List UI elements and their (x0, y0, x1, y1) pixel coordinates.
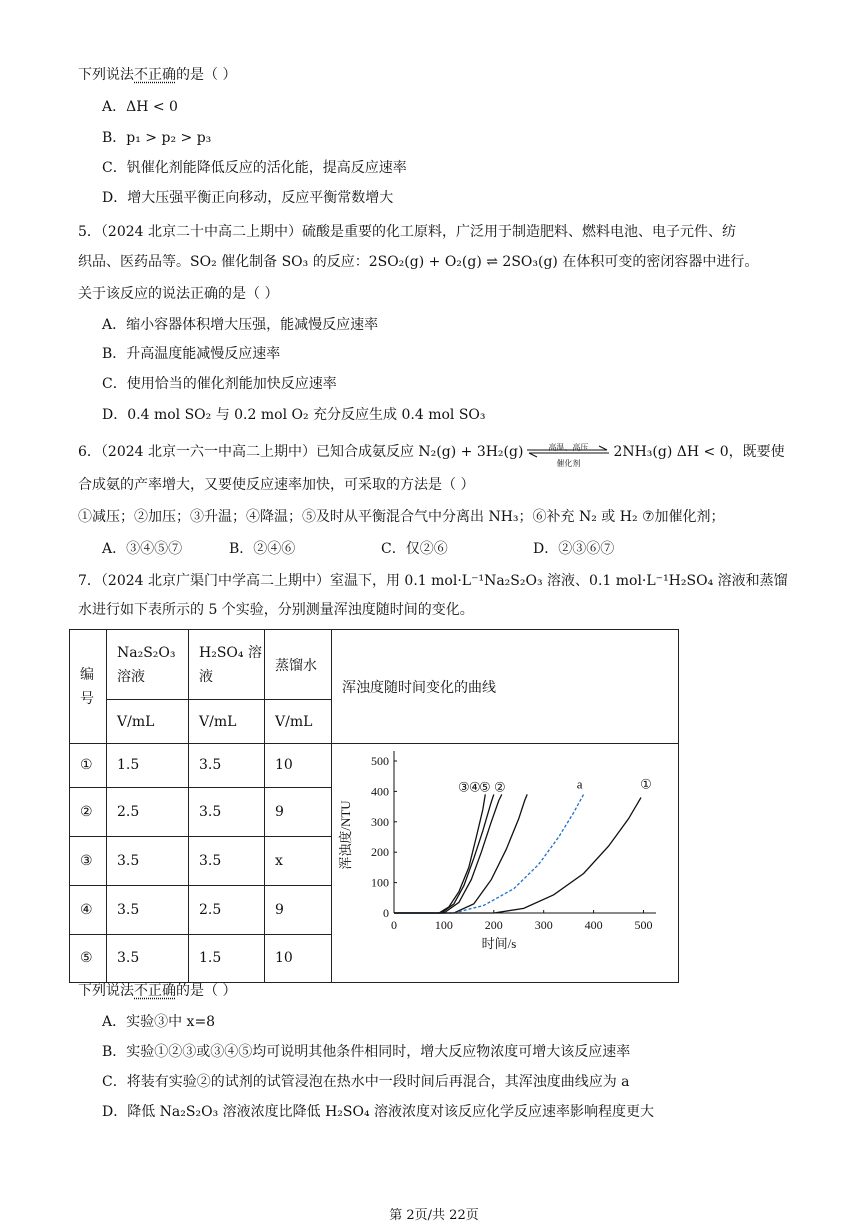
q7-option-a: A．实验③中 x=8 (102, 1014, 216, 1030)
table-row: ① 1.5 3.5 10 0 100 200 300 400 500 0 100 200 300 400 500 时间/s 浑浊度/NTU ③ ④ ⑤ ② a ① (70, 744, 679, 788)
y-axis-label: 浑浊度/NTU (338, 800, 353, 870)
series-label: ① (640, 776, 652, 792)
series-label: ② (493, 779, 506, 795)
q7-prompt: 下列说法不正确的是（ ） (78, 983, 237, 999)
y-tick-label: 0 (383, 906, 389, 920)
x-tick-label: 200 (484, 918, 503, 932)
q5-option-b: B．升高温度能减慢反应速率 (102, 346, 281, 362)
table-row: ⑤ 3.5 1.5 10 (70, 934, 679, 982)
series-label: ③ (458, 779, 470, 795)
q7-option-d: D．降低 Na₂S₂O₃ 溶液浓度比降低 H₂SO₄ 溶液浓度对该反应化学反应速率影响程度更大 (102, 1104, 655, 1120)
q6-stem-line1: 6．（2024 北京一六一中高二上期中）已知合成氨反应 N₂(g) + 3H₂(g) 高温、高压 催化剂 2NH₃(g) ΔH < 0，既要使 (78, 443, 785, 468)
series-line-① (394, 798, 641, 914)
col-header-na2s2o3: Na₂S₂O₃ 溶液 (107, 630, 189, 700)
series-line-④ (394, 794, 494, 913)
q5-option-a: A．缩小容器体积增大压强，能减慢反应速率 (102, 317, 379, 333)
unit-water: V/mL (265, 700, 332, 744)
q6-option-a: A．③④⑤⑦ (102, 541, 183, 557)
series-label: ⑤ (478, 779, 491, 795)
q5-option-d: D．0.4 mol SO₂ 与 0.2 mol O₂ 充分反应生成 0.4 mol SO₃ (102, 407, 486, 423)
y-tick-label: 400 (371, 784, 389, 799)
y-tick-label: 100 (371, 875, 389, 890)
q4-option-b: B．p₁ > p₂ > p₃ (102, 130, 212, 146)
col-header-curve: 浑浊度随时间变化的曲线 (332, 630, 679, 744)
experiment-table (69, 629, 679, 983)
chart-cell (332, 744, 679, 983)
table-row: ④ 3.5 2.5 9 (70, 885, 679, 934)
series-line-② (394, 794, 527, 913)
series-label: a (576, 776, 583, 792)
series-line-⑤ (394, 794, 502, 913)
y-tick-label: 500 (371, 754, 389, 768)
table-row: ③ 3.5 3.5 x (70, 836, 679, 885)
series-line-③ (394, 794, 485, 913)
x-tick-label: 100 (434, 918, 453, 932)
col-header-water: 蒸馏水 (265, 630, 332, 700)
q6-option-d: D．②③⑥⑦ (533, 541, 615, 557)
x-tick-label: 0 (391, 918, 397, 932)
q6-stem-line3: ①减压；②加压；③升温；④降温；⑤及时从平衡混合气中分离出 NH₃；⑥补充 N₂ 或 H₂ ⑦加催化剂； (78, 509, 725, 525)
q7-stem-line2: 水进行如下表所示的 5 个实验，分别测量浑浊度随时间的变化。 (78, 602, 474, 618)
y-tick-label: 200 (371, 845, 389, 860)
q5-stem-line2: 织品、医药品等。SO₂ 催化制备 SO₃ 的反应：2SO₂(g) + O₂(g) ⇌ 2SO₃(g) 在体积可变的密闭容器中进行。 (78, 254, 759, 270)
unit-h2so4: V/mL (189, 700, 265, 744)
page-footer: 第 2页/共 22页 (389, 1208, 479, 1223)
x-tick-label: 300 (534, 918, 553, 932)
reaction-arrow: 高温、高压 催化剂 (525, 442, 611, 462)
q4-option-d: D．增大压强平衡正向移动，反应平衡常数增大 (102, 190, 394, 206)
table-row: ② 2.5 3.5 9 (70, 787, 679, 836)
x-axis-label: 时间/s (481, 936, 517, 951)
series-label: ④ (469, 779, 481, 795)
x-tick-label: 500 (634, 918, 653, 932)
col-header-h2so4: H₂SO₄ 溶 液 (189, 630, 265, 700)
x-tick-label: 400 (584, 918, 603, 932)
y-tick-label: 300 (371, 814, 389, 829)
q5-stem-line3: 关于该反应的说法正确的是（ ） (78, 286, 279, 302)
q6-option-b: B．②④⑥ (229, 541, 296, 557)
q4-option-a: A．ΔH < 0 (102, 99, 178, 115)
turbidity-chart (332, 744, 668, 978)
q4-prompt: 下列说法不正确的是（ ） (78, 67, 237, 83)
q6-stem-line2: 合成氨的产率增大，又要使反应速率加快，可采取的方法是（ ） (78, 477, 475, 493)
q5-option-c: C．使用恰当的催化剂能加快反应速率 (102, 376, 337, 392)
q7-stem-line1: 7．（2024 北京广渠门中学高二上期中）室温下，用 0.1 mol·L⁻¹Na₂S₂O₃ 溶液、0.1 mol·L⁻¹H₂SO₄ 溶液和蒸馏 (78, 573, 788, 589)
q7-option-c: C．将装有实验②的试剂的试管浸泡在热水中一段时间后再混合，其浑浊度曲线应为 a (102, 1074, 630, 1090)
q5-stem-line1: 5．（2024 北京二十中高二上期中）硫酸是重要的化工原料，广泛用于制造肥料、燃料电池、电子元件、纺 (78, 224, 736, 240)
q6-option-c: C．仅②⑥ (381, 541, 448, 557)
q7-option-b: B．实验①②③或③④⑤均可说明其他条件相同时，增大反应物浓度可增大该反应速率 (102, 1044, 631, 1060)
q4-option-c: C．钒催化剂能降低反应的活化能，提高反应速率 (102, 160, 407, 176)
unit-na2s2o3: V/mL (107, 700, 189, 744)
col-header-id: 编 号 (70, 630, 107, 744)
